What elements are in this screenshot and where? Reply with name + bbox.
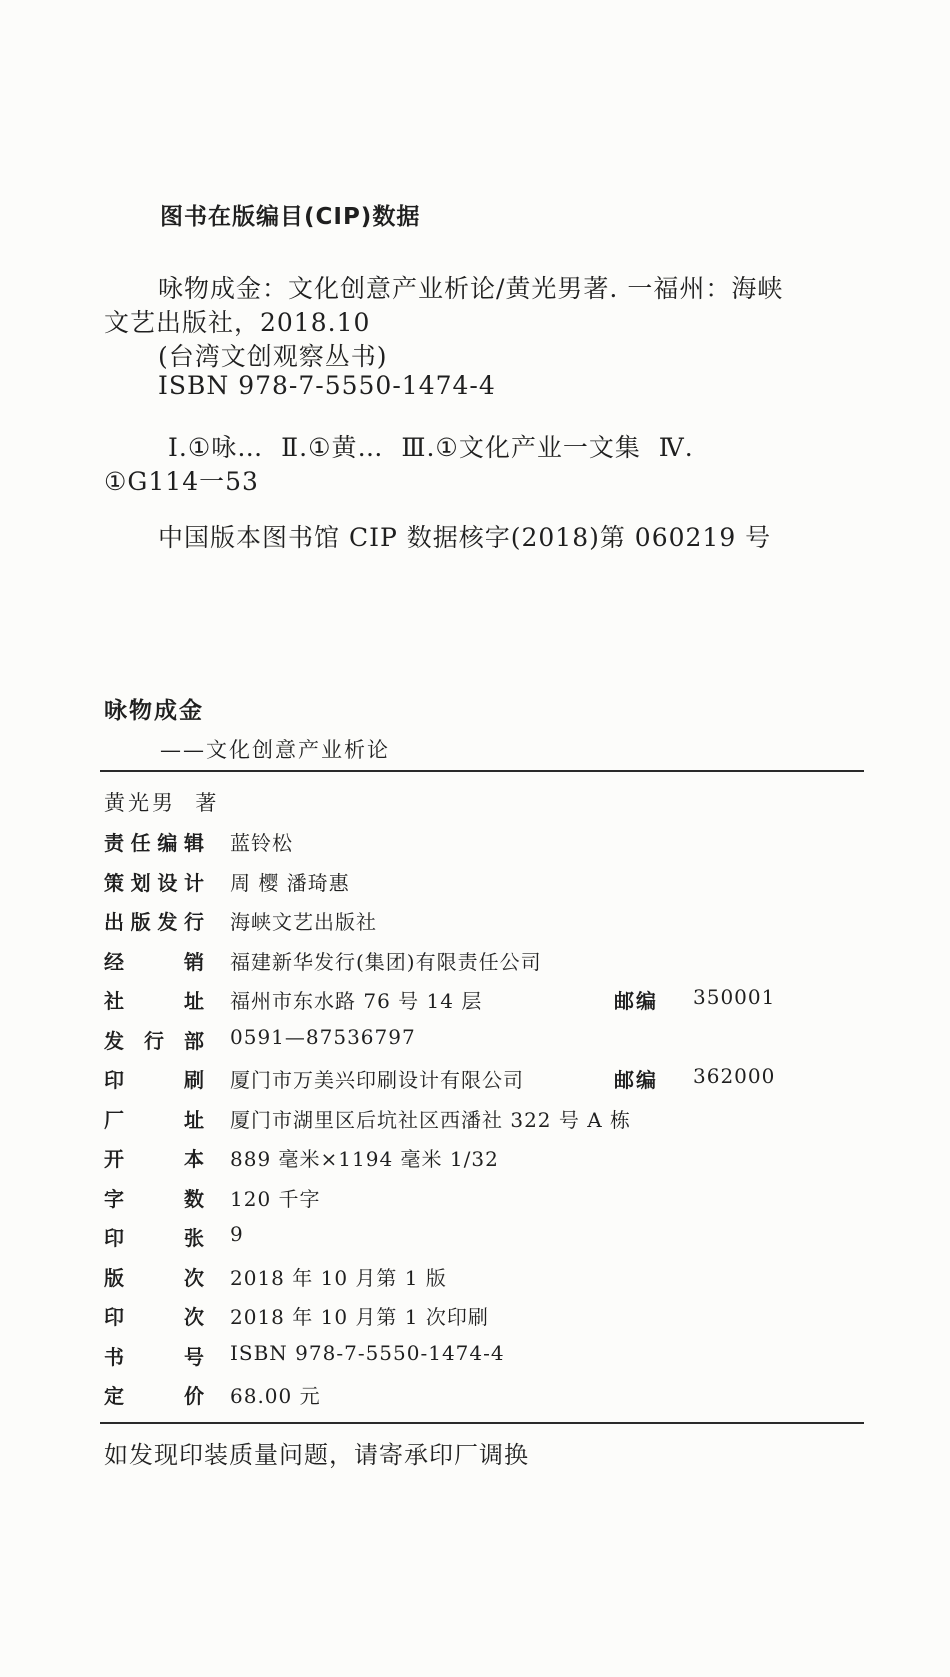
- detail-value: 蓝铃松: [230, 831, 293, 855]
- cip-citation-line-1: 咏物成金：文化创意产业析论/黄光男著. 一福州：海峡: [158, 274, 784, 303]
- cip-classification-cont: ①G114一53: [104, 467, 259, 496]
- detail-row: [104, 1183, 864, 1223]
- detail-label: 经 销: [104, 949, 204, 974]
- detail-row: [104, 1025, 864, 1065]
- cip-classification: Ⅰ.①咏… Ⅱ.①黄… Ⅲ.①文化产业一文集 Ⅳ.: [168, 433, 694, 462]
- detail-row: [104, 985, 864, 1025]
- detail-label: 定 价: [104, 1384, 204, 1408]
- detail-label: 印 张: [104, 1226, 204, 1250]
- detail-row: [104, 1380, 864, 1420]
- detail-row: [104, 1104, 864, 1144]
- detail-value: 9: [230, 1222, 244, 1246]
- top-divider: [100, 770, 864, 772]
- detail-label: 书 号: [104, 1344, 204, 1369]
- detail-value: 周 樱 潘琦惠: [230, 870, 350, 895]
- book-author: 黄光男 著: [104, 791, 220, 815]
- detail-label: 社 址: [104, 989, 204, 1013]
- detail-value: 68.00 元: [230, 1384, 321, 1408]
- detail-value: 福州市东水路 76 号 14 层: [230, 989, 483, 1013]
- detail-value: 厦门市湖里区后坑社区西潘社 322 号 A 栋: [230, 1107, 632, 1132]
- detail-row: [104, 1301, 864, 1341]
- cip-record-number: 中国版本图书馆 CIP 数据核字(2018)第 060219 号: [158, 523, 772, 552]
- cip-isbn: ISBN 978-7-5550-1474-4: [158, 371, 496, 400]
- postcode-value: 350001: [693, 985, 776, 1009]
- detail-row: [104, 1222, 864, 1262]
- postcode-label: 邮编: [614, 989, 658, 1013]
- detail-value: ISBN 978-7-5550-1474-4: [230, 1340, 505, 1365]
- detail-label: 责 任 编 辑: [104, 831, 204, 855]
- detail-value: 福建新华发行(集团)有限责任公司: [230, 949, 542, 974]
- detail-value: 889 毫米×1194 毫米 1/32: [230, 1147, 499, 1171]
- detail-row: [104, 906, 864, 946]
- detail-row: [104, 1064, 864, 1104]
- quality-notice: 如发现印装质量问题，请寄承印厂调换: [104, 1441, 529, 1469]
- postcode-label: 邮编: [614, 1068, 658, 1092]
- detail-value: 120 千字: [230, 1186, 321, 1211]
- bottom-divider: [100, 1422, 864, 1424]
- detail-row: [104, 1262, 864, 1302]
- cip-heading: 图书在版编目(CIP)数据: [160, 204, 421, 230]
- detail-row: [104, 1341, 864, 1381]
- detail-label: 发 行 部: [104, 1028, 204, 1053]
- detail-row: [104, 867, 864, 907]
- detail-label: 印 次: [104, 1305, 204, 1329]
- detail-row: [104, 1143, 864, 1183]
- detail-label: 厂 址: [104, 1107, 204, 1132]
- cip-series: (台湾文创观察丛书): [158, 342, 388, 371]
- book-title: 咏物成金: [104, 698, 204, 724]
- book-subtitle: ——文化创意产业析论: [160, 738, 390, 762]
- cip-citation-line-2: 文艺出版社，2018.10: [104, 308, 371, 337]
- detail-value: 厦门市万美兴印刷设计有限公司: [230, 1068, 524, 1092]
- detail-row: [104, 946, 864, 986]
- detail-row: [104, 827, 864, 867]
- postcode-value: 362000: [693, 1064, 776, 1088]
- detail-label: 印 刷: [104, 1068, 204, 1092]
- detail-label: 出 版 发 行: [104, 910, 204, 934]
- detail-label: 策 划 设 计: [104, 870, 204, 895]
- detail-label: 字 数: [104, 1186, 204, 1211]
- detail-value: 0591—87536797: [230, 1024, 416, 1049]
- detail-value: 海峡文艺出版社: [230, 910, 377, 934]
- detail-value: 2018 年 10 月第 1 版: [230, 1265, 447, 1290]
- detail-value: 2018 年 10 月第 1 次印刷: [230, 1305, 489, 1329]
- detail-label: 版 次: [104, 1265, 204, 1290]
- detail-label: 开 本: [104, 1147, 204, 1171]
